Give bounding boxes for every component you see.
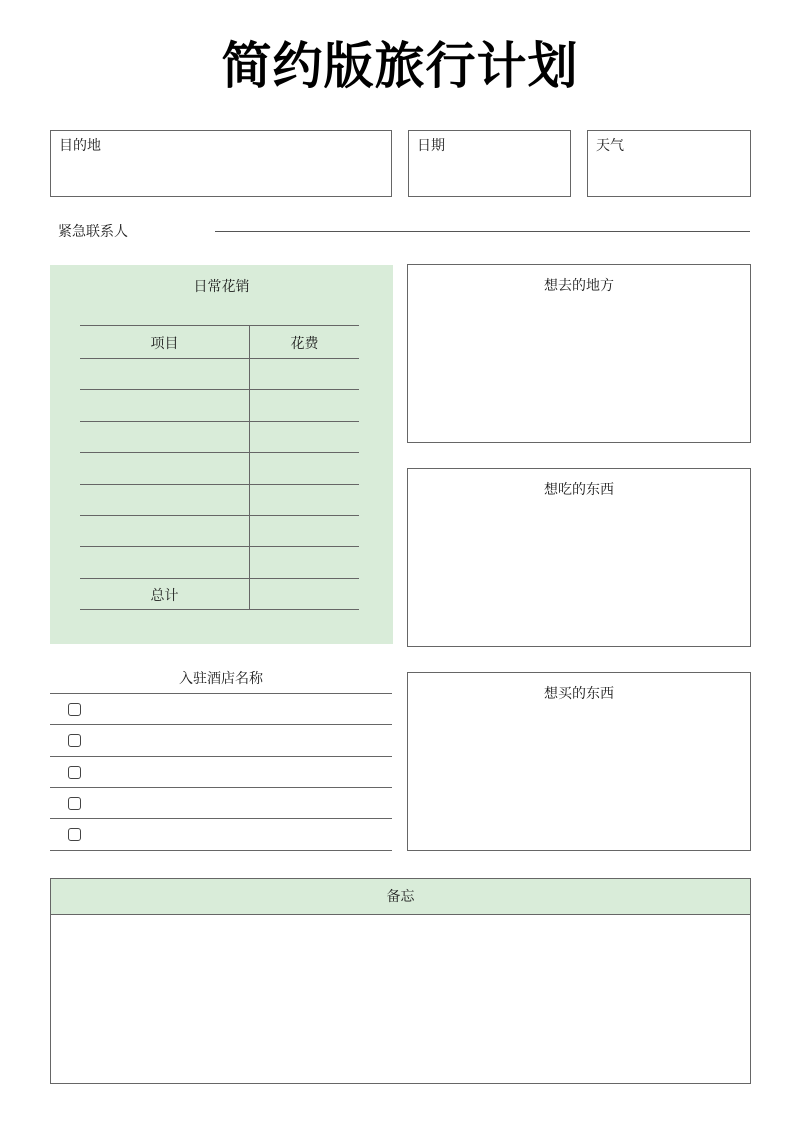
checkbox[interactable] [68, 828, 81, 841]
date-label: 日期 [417, 138, 445, 154]
destination-label: 目的地 [59, 138, 101, 154]
column-header-item: 项目 [150, 336, 179, 352]
table-bottom-border [80, 609, 359, 610]
checklist-divider [50, 724, 392, 725]
checkbox[interactable] [68, 797, 81, 810]
table-row-divider [80, 389, 359, 390]
places-to-go-box[interactable] [407, 264, 751, 443]
hotel-name-title: 入驻酒店名称 [179, 671, 263, 687]
checkbox[interactable] [68, 703, 81, 716]
date-field[interactable] [408, 130, 571, 197]
total-label: 总计 [150, 588, 179, 604]
daily-expenses-panel [50, 265, 393, 644]
food-to-eat-title: 想吃的东西 [544, 482, 614, 498]
table-row-divider [80, 546, 359, 547]
table-row-divider [80, 358, 359, 359]
memo-title: 备忘 [51, 879, 750, 915]
checklist-divider [50, 850, 392, 851]
column-header-cost: 花费 [290, 336, 319, 352]
daily-expenses-title: 日常花销 [193, 279, 250, 295]
weather-label: 天气 [596, 138, 624, 154]
table-row-divider [80, 421, 359, 422]
destination-field[interactable] [50, 130, 392, 197]
table-top-border [80, 325, 359, 326]
emergency-contact-label: 紧急联系人 [58, 224, 128, 240]
checklist-divider [50, 818, 392, 819]
weather-field[interactable] [587, 130, 751, 197]
table-row-divider [80, 578, 359, 579]
emergency-contact-line[interactable] [215, 231, 750, 232]
table-row-divider [80, 515, 359, 516]
checklist-divider [50, 787, 392, 788]
table-row-divider [80, 484, 359, 485]
memo-box[interactable] [50, 878, 751, 1084]
places-to-go-title: 想去的地方 [544, 278, 614, 294]
table-row-divider [80, 452, 359, 453]
page-title: 简约版旅行计划 [221, 37, 579, 95]
things-to-buy-box[interactable] [407, 672, 751, 851]
food-to-eat-box[interactable] [407, 468, 751, 647]
checkbox[interactable] [68, 766, 81, 779]
things-to-buy-title: 想买的东西 [544, 686, 614, 702]
checklist-divider [50, 756, 392, 757]
checkbox[interactable] [68, 734, 81, 747]
table-column-divider [249, 325, 250, 610]
checklist-divider [50, 693, 392, 694]
